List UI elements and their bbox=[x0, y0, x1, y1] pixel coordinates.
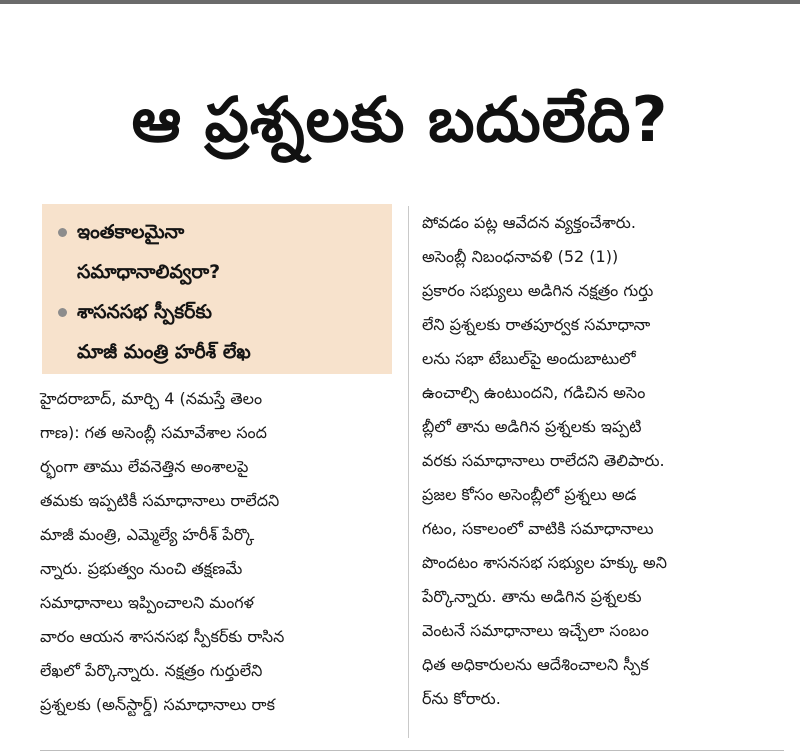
article-line: ఉంచాల్సి ఉంటుందని, గడిచిన అసెం bbox=[422, 383, 646, 402]
column-divider bbox=[408, 206, 409, 738]
article-line: పేర్కొన్నారు. తాను అడిగిన ప్రశ్నలకు bbox=[422, 587, 642, 606]
article-line: గాణ): గత అసెంబ్లీ సమావేశాల సంద bbox=[40, 423, 267, 442]
article-line: లేని ప్రశ్నలకు రాతపూర్వక సమాధానా bbox=[422, 315, 651, 334]
article-line: పొందటం శాసనసభ సభ్యుల హక్కు అని bbox=[422, 553, 667, 572]
headline: ఆ ప్రశ్నలకు బదులేది? bbox=[131, 83, 669, 156]
article-line: న్నారు. ప్రభుత్వం నుంచి తక్షణమే bbox=[40, 559, 243, 578]
article-line: అసెంబ్లీ నిబంధనావళి (52 (1)) bbox=[422, 247, 619, 266]
article-line: ధిత అధికారులను ఆదేశించాలని స్పీక bbox=[422, 655, 649, 674]
highlight-text: ఇంతకాలమైనా bbox=[77, 221, 185, 243]
article-line: లేఖలో పేర్కొన్నారు. నక్షత్రం గుర్తులేని bbox=[40, 661, 263, 680]
article-line: ర్‌ను కోరారు. bbox=[422, 689, 501, 708]
article-line: వారం ఆయన శాసనసభ స్పీకర్‌కు రాసిన bbox=[40, 627, 285, 646]
article-line: హైదరాబాద్, మార్చి 4 (నమస్తే తెలం bbox=[40, 389, 263, 408]
article-line: సమాధానాలు ఇప్పించాలని మంగళ bbox=[40, 593, 254, 612]
article-line: గటం, సకాలంలో వాటికి సమాధానాలు bbox=[422, 519, 654, 538]
top-border-rule bbox=[0, 0, 800, 4]
article-line: తమకు ఇప్పటికీ సమాధానాలు రాలేదని bbox=[40, 491, 280, 510]
highlight-item-continued bbox=[58, 252, 380, 292]
article-line: ప్రజల కోసం అసెంబ్లీలో ప్రశ్నలు అడ bbox=[422, 485, 637, 504]
highlight-item-continued bbox=[58, 332, 380, 372]
article-line: బ్లీలో తాను అడిగిన ప్రశ్నలకు ఇప్పటి bbox=[422, 417, 642, 436]
highlight-item bbox=[58, 212, 380, 252]
highlight-text: మాజీ మంత్రి హరీశ్ లేఖ bbox=[77, 341, 251, 363]
article-line: ప్రశ్నలకు (అన్‌స్టార్డ్) సమాధానాలు రాక bbox=[40, 695, 275, 714]
article-line: వెంటనే సమాధానాలు ఇచ్చేలా సంబం bbox=[422, 621, 649, 640]
article-line: ర్భంగా తాము లేవనెత్తిన అంశాలపై bbox=[40, 457, 249, 476]
article-line: వరకు సమాధానాలు రాలేదని తెలిపారు. bbox=[422, 451, 665, 470]
highlight-text: సమాధానాలివ్వరా? bbox=[77, 261, 221, 283]
highlight-item bbox=[58, 292, 380, 332]
bullet-icon bbox=[58, 308, 67, 317]
highlights-box bbox=[42, 204, 392, 374]
bottom-border-rule bbox=[40, 750, 784, 751]
article-line: ప్రకారం సభ్యులు అడిగిన నక్షత్రం గుర్తు bbox=[422, 281, 654, 300]
article-line: పోవడం పట్ల ఆవేదన వ్యక్తంచేశారు. bbox=[422, 213, 636, 232]
highlight-text: శాసనసభ స్పీకర్‌కు bbox=[77, 301, 212, 323]
bullet-icon bbox=[58, 228, 67, 237]
article-line: మాజీ మంత్రి, ఎమ్మెల్యే హరీశ్ పేర్కొ bbox=[40, 525, 255, 544]
article-line: లను సభా టేబుల్‌పై అందుబాటులో bbox=[422, 349, 636, 368]
